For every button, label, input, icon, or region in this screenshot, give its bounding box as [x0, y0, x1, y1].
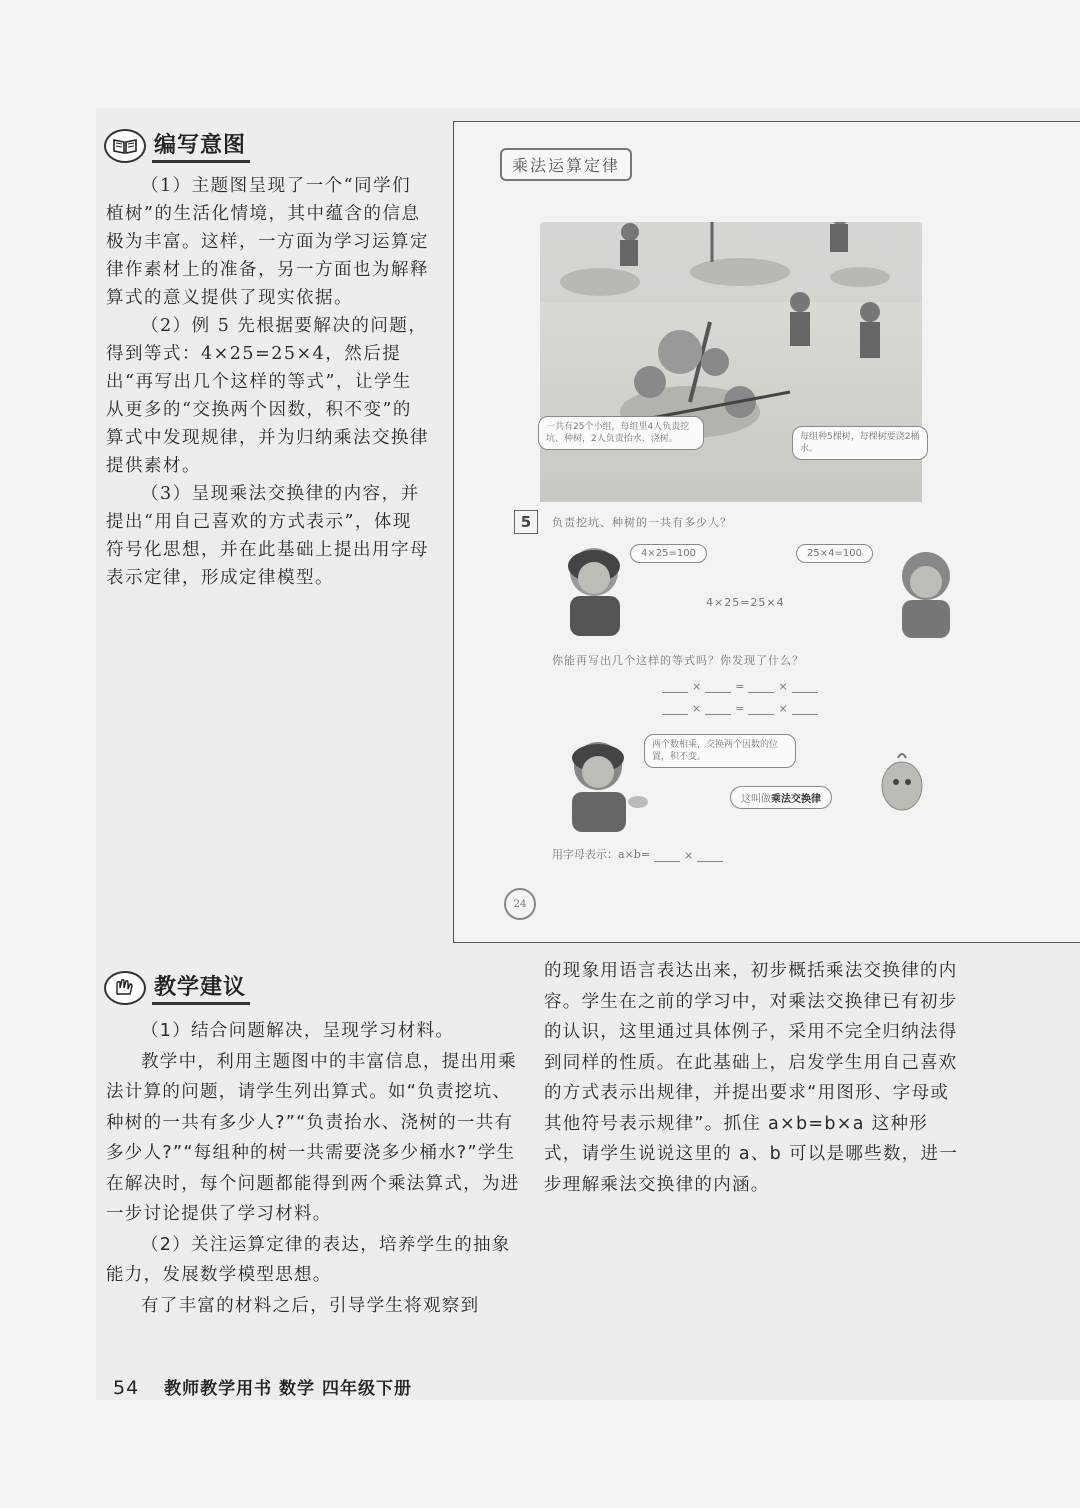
hand-icon — [104, 971, 146, 1005]
section-header-intent — [104, 128, 250, 163]
paragraph: （1）主题图呈现了一个“同学们植树”的生活化情境，其中蕴含的信息极为丰富。这样，一方面为学习运算定律作素材上的准备，另一方面也为解释算式的意义提供了现实依据。 — [106, 176, 429, 308]
boy-illustration — [558, 540, 638, 640]
paragraph: （2）关注运算定律的表达，培养学生的抽象能力，发展数学模型思想。 — [106, 1234, 511, 1285]
section2-body-right — [544, 956, 962, 1200]
write-more-prompt: 你能再写出几个这样的等式吗？你发现了什么？ — [552, 654, 804, 667]
blank-equation-row: × = × — [662, 702, 818, 715]
blank-equation-row: × = × — [662, 680, 818, 693]
center-equation: 4×25=25×4 — [706, 596, 785, 609]
example-question: 负责挖坑、种树的一共有多少人？ — [552, 516, 732, 529]
children-planting-scene — [540, 222, 922, 502]
tree-planting-illustration — [540, 222, 922, 502]
paragraph: 的现象用语言表达出来，初步概括乘法交换律的内容。学生在之前的学习中，对乘法交换律已有初步的认识，这里通过具体例子，采用不完全归纳法得到同样的性质。在此基础上，启发学生用自己喜欢的方式表示出规律，并提出要求“用图形、字母或其他符号表示规律”。抓住 a×b=b×a 这种形式，请学生说说这里的 a、b 可以是哪些数，进一步理解乘法交换律的内涵。 — [544, 961, 959, 1195]
boy-equation-bubble: 4×25=100 — [630, 544, 707, 563]
section-title: 教学建议 — [152, 970, 250, 1005]
rule-speech-bubble: 两个数相乘，交换两个因数的位置，积不变。 — [644, 734, 796, 768]
section-title: 编写意图 — [152, 128, 250, 163]
law-name-bubble: 这叫做乘法交换律 — [730, 786, 832, 809]
mascot-illustration — [872, 748, 932, 818]
section2-body-left — [106, 1016, 524, 1321]
page-footer — [113, 1374, 412, 1399]
textbook-title: 乘法运算定律 — [500, 148, 632, 181]
paragraph: （1）结合问题解决，呈现学习材料。 — [141, 1021, 455, 1041]
speech-bubble-left: 一共有25个小组，每组里4人负责挖坑、种树，2人负责抬水、浇树。 — [538, 416, 704, 450]
textbook-page-figure — [453, 121, 1080, 943]
open-book-icon — [104, 129, 146, 163]
girl-equation-bubble: 25×4=100 — [796, 544, 873, 563]
speech-bubble-right: 每组种5棵树，每棵树要浇2桶水。 — [792, 426, 928, 460]
paragraph: 教学中，利用主题图中的丰富信息，提出用乘法计算的问题，请学生列出算式。如“负责挖坑、种树的一共有多少人?”“负责抬水、浇树的一共有多少人?”“每组种的树一共需要浇多少桶水?”学生在解决时，每个问题都能得到两个乘法算式，为进一步讨论提供了学习材料。 — [106, 1051, 520, 1224]
book-title: 教师教学用书 数学 四年级下册 — [164, 1379, 412, 1399]
section1-body — [106, 172, 430, 592]
letter-expression-row: 用字母表示：a×b= × — [552, 846, 723, 862]
paragraph: （2）例 5 先根据要解决的问题，得到等式：4×25=25×4，然后提出“再写出几个这样的等式”，让学生从更多的“交换两个因数，积不变”的算式中发现规律，并为归纳乘法交换律提供素材。 — [106, 316, 429, 476]
girl-illustration — [886, 542, 966, 642]
textbook-page-number: 24 — [504, 888, 536, 920]
section-header-suggestions — [104, 970, 250, 1005]
paragraph: 有了丰富的材料之后，引导学生将观察到 — [141, 1295, 480, 1316]
paragraph: （3）呈现乘法交换律的内容，并提出“用自己喜欢的方式表示”，体现符号化思想，并在此基础上提出用字母表示定律，形成定律模型。 — [106, 484, 429, 588]
boy-thinking-illustration — [562, 736, 652, 836]
example-number: 5 — [514, 510, 538, 534]
page-number: 54 — [113, 1377, 140, 1399]
